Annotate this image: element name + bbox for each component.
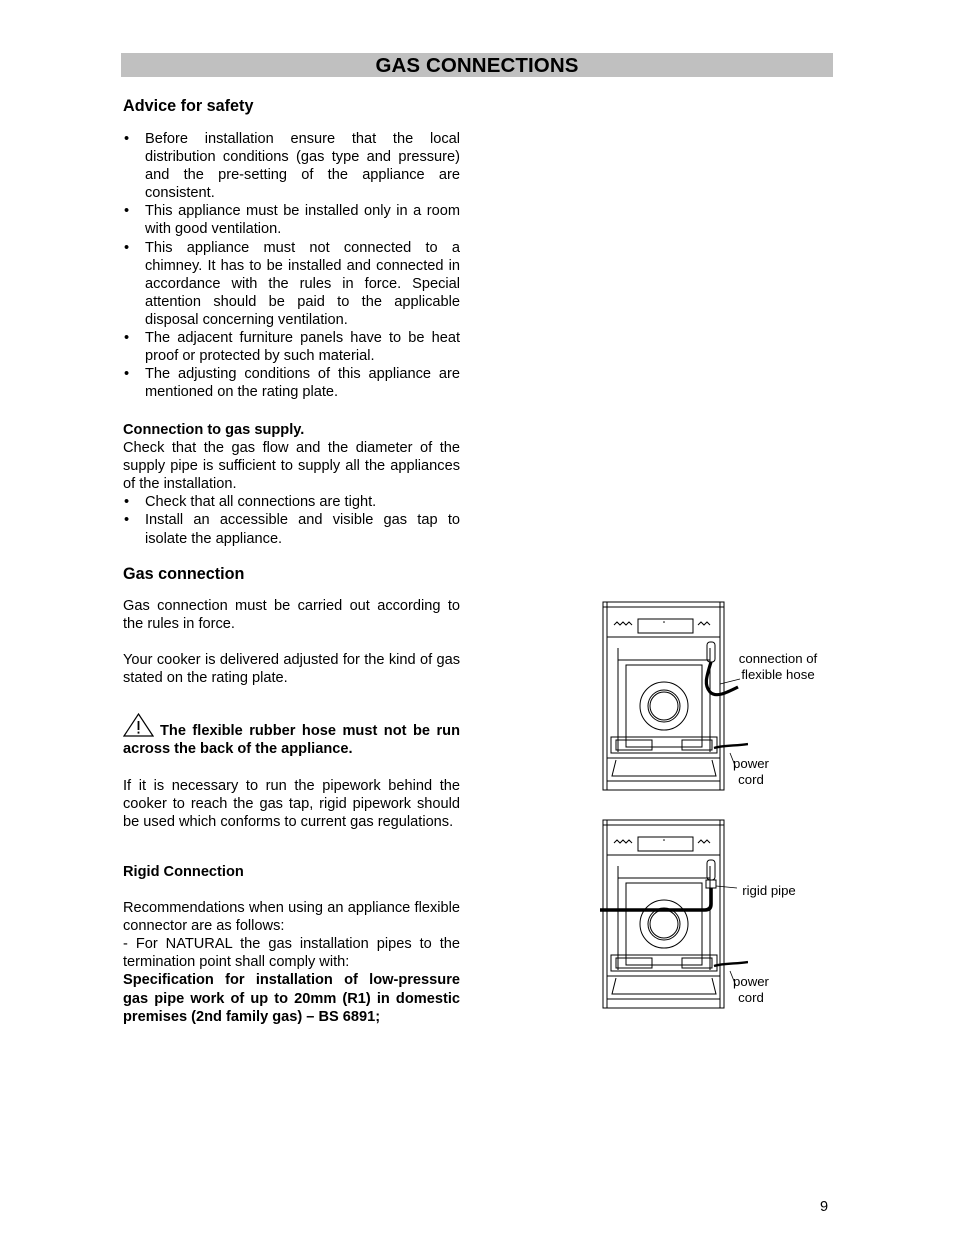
label-rigid-pipe: rigid pipe — [742, 883, 796, 898]
list-item: • This appliance must be installed only in a room with good ventilation. — [123, 202, 460, 238]
list-item: • Check that all connections are tight. — [123, 493, 460, 511]
rigid-heading: Rigid Connection — [123, 864, 244, 880]
advice-heading: Advice for safety — [123, 97, 254, 115]
label-flexible-hose: connection of flexible hose — [738, 651, 818, 682]
gas-connection-p2: Your cooker is delivered adjusted for the kind of gas stated on the rating plate. — [123, 652, 460, 687]
rigid-section — [123, 863, 460, 1026]
warning-triangle-icon — [123, 713, 154, 737]
list-item: • Before installation ensure that the local distribution conditions (gas type and pressure) and the pre-setting of the appliance are consistent. — [123, 130, 460, 202]
gas-connection-heading: Gas connection — [123, 565, 245, 583]
rigid-p2: - For NATURAL the gas installation pipes to the termination point shall comply with: — [123, 936, 460, 971]
list-item: • The adjacent furniture panels have to be heat proof or protected by such material. — [123, 329, 460, 365]
gas-connection-section — [123, 564, 460, 831]
warning-note — [123, 713, 460, 758]
supply-section — [123, 421, 460, 548]
supply-text: Check that the gas flow and the diameter of the supply pipe is sufficient to supply all the appliances of the installation. — [123, 440, 460, 493]
supply-list — [123, 493, 460, 547]
list-item: • Install an accessible and visible gas tap to isolate the appliance. — [123, 511, 460, 547]
warning-text: The flexible rubber hose must not be run across the back of the appliance. — [123, 723, 460, 758]
label-power-cord-bottom: power cord — [733, 974, 769, 1005]
rigid-p1: Recommendations when using an appliance flexible connector are as follows: — [123, 900, 460, 935]
label-power-cord-top: power cord — [733, 756, 769, 787]
advice-list — [123, 130, 460, 401]
supply-heading: Connection to gas supply. — [123, 422, 305, 438]
gas-connection-p3: If it is necessary to run the pipework behind the cooker to reach the gas tap, rigid pipework should be used which conforms to current gas regulations. — [123, 777, 460, 830]
advice-section — [123, 96, 460, 401]
gas-connection-p1: Gas connection must be carried out according to the rules in force. — [123, 598, 460, 633]
rigid-p3: Specification for installation of low-pressure gas pipe work of up to 20mm (R1) in domestic premises (2nd family gas) – BS 6891; — [123, 972, 460, 1025]
list-item: • This appliance must not connected to a chimney. It has to be installed and connected in accordance with the rules in force. Special attention should be paid to the applicable disposal concerning ventilation. — [123, 239, 460, 329]
list-item: • The adjusting conditions of this appliance are mentioned on the rating plate. — [123, 365, 460, 401]
page-title: GAS CONNECTIONS — [121, 53, 833, 77]
page-number: 9 — [820, 1199, 829, 1215]
